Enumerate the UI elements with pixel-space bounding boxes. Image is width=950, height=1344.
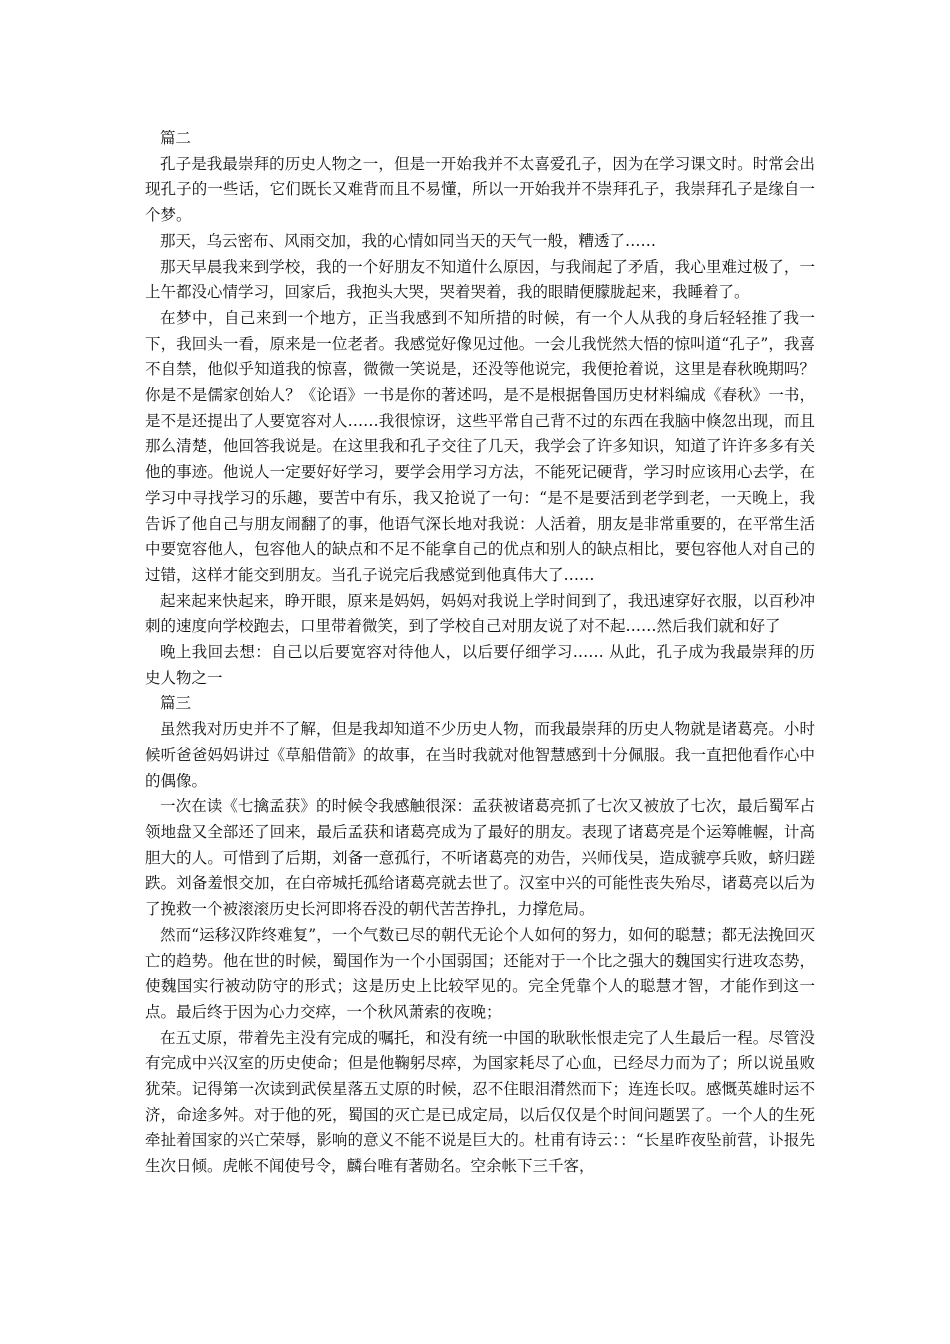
section-heading-3: 篇三	[160, 694, 192, 713]
paragraph: 一次在读《七擒孟获》的时候令我感触很深：孟获被诸葛亮抓了七次又被放了七次，最后蜀军占领地盘又全部还了回来，最后孟获和诸葛亮成为了最好的朋友。表现了诸葛亮是个运筹帷幄，计高胆大的人。可惜到了后期，刘备一意孤行，不听诸葛亮的劝告，兴师伐吴，造成虢亭兵败，蛴归蹉跌。刘备羞恨交加，在白帝城托孤给诸葛亮就去世了。汉室中兴的可能性丧失殆尽，诸葛亮以后为了挽救一个被滚滚历史长河即将吞没的朝代苦苦挣扎，力撑危局。	[145, 797, 815, 919]
paragraph: 那天，乌云密布、风雨交加，我的心情如同当天的天气一般，糟透了……	[160, 231, 657, 250]
paragraph: 晚上我回去想：自己以后要宽容对待他人，以后要仔细学习…… 从此，孔子成为我最崇拜的历史人物之一	[145, 643, 815, 687]
paragraph: 孔子是我最崇拜的历史人物之一，但是一开始我并不太喜爱孔子，因为在学习课文时。时常会出现孔子的一些话，它们既长又难背而且不易懂，所以一开始我并不崇拜孔子，我崇拜孔子是缘自一个梦。	[145, 154, 815, 225]
paragraph: 在梦中，自己来到一个地方，正当我感到不知所措的时候，有一个人从我的身后轻轻推了我一下，我回头一看，原来是一位老者。我感觉好像见过他。一会儿我恍然大悟的惊叫道“孔子”，我喜不自禁，他似乎知道我的惊喜，微微一笑说是，还没等他说完，我便抢着说，这里是春秋晚期吗？你是不是儒家创始人？《论语》一书是你的著述吗，是不是根据鲁国历史材料编成《春秋》一书，是不是还提出了人要宽容对人……我很惊讶，这些平常自己背不过的东西在我脑中倏忽出现，而且那么清楚，他回答我说是。在这里我和孔子交往了几天，我学会了许多知识，知道了许许多多有关他的事迹。他说人一定要好好学习，要学会用学习方法，不能死记硬背，学习时应该用心去学，在学习中寻找学习的乐趣，要苦中有乐，我又抢说了一句：“是不是要活到老学到老，一天晚上，我告诉了他自己与朋友闹翻了的事，他语气深长地对我说：人活着，朋友是非常重要的，在平常生活中要宽容他人，包容他人的缺点和不足不能拿自己的优点和别人的缺点相比，要包容他人对自己的过错，这样才能交到朋友。当孔子说完后我感觉到他真伟大了……	[145, 308, 815, 584]
paragraph: 那天早晨我来到学校，我的一个好朋友不知道什么原因，与我闹起了矛盾，我心里难过极了，一上午都没心情学习，回家后，我抱头大哭，哭着哭着，我的眼睛便朦胧起来，我睡着了。	[145, 257, 815, 302]
paragraph: 然而“运移汉阼终难复”，一个气数已尽的朝代无论个人如何的努力，如何的聪慧；都无法挽回灭亡的趋势。他在世的时候，蜀国作为一个小国弱国；还能对于一个比之强大的魏国实行进攻态势，使魏国实行被动防守的形式；这是历史上比较罕见的。完全凭靠个人的聪慧才智，才能作到这一点。最后终于因为心力交瘁，一个秋风萧索的夜晚；	[145, 925, 815, 1021]
paragraph: 起来起来快起来，睁开眼，原来是妈妈，妈妈对我说上学时间到了，我迅速穿好衣服，以百秒冲刺的速度向学校跑去，口里带着微笑，到了学校自己对朋友说了对不起……然后我们就和好了	[145, 591, 815, 636]
document-body	[145, 126, 815, 1180]
paragraph: 虽然我对历史并不了解，但是我却知道不少历史人物，而我最崇拜的历史人物就是诸葛亮。小时候听爸爸妈妈讲过《草船借箭》的故事，在当时我就对他智慧感到十分佩服。我一直把他看作心中的偶像。	[145, 720, 815, 790]
section-heading-2: 篇二	[160, 129, 192, 147]
paragraph: 在五丈原，带着先主没有完成的嘱托，和没有统一中国的耿耿怅恨走完了人生最后一程。尽管没有完成中兴汉室的历史使命；但是他鞠躬尽瘁，为国家耗尽了心血，已经尽力而为了；所以说虽败犹荣。记得第一次读到武侯星落五丈原的时候，忍不住眼泪潸然而下；连连长叹。感慨英雄时运不济，命途多舛。对于他的死，蜀国的灭亡是已成定局，以后仅仅是个时间问题罢了。一个人的生死牵扯着国家的兴亡荣辱，影响的意义不能不说是巨大的。杜甫有诗云：：“长星昨夜坠前营，讣报先生次日倾。虎帐不闻使号令，麟台唯有著勋名。空余帐下三千客，	[145, 1028, 815, 1176]
